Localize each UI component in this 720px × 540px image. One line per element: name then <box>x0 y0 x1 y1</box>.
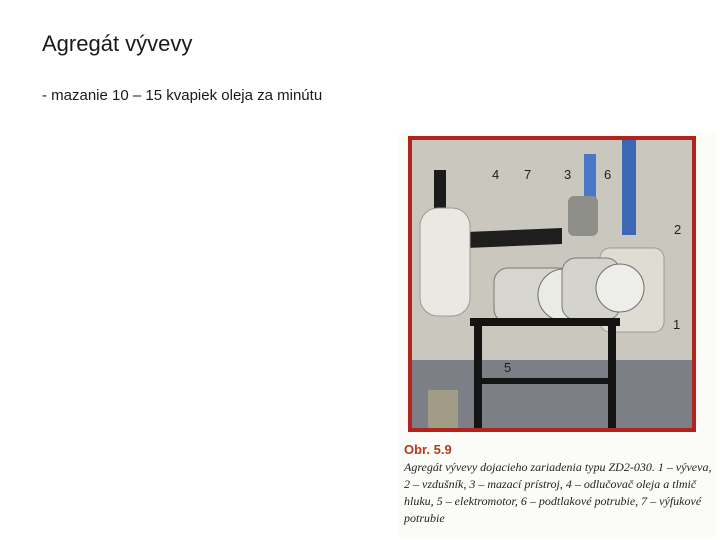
callout-3: 3 <box>564 167 572 182</box>
vacuum-pump-unit-photo <box>412 140 692 428</box>
slide-title: Agregát vývevy <box>42 31 193 56</box>
callout-5: 5 <box>504 360 512 375</box>
figure <box>398 133 716 537</box>
caption-title: Obr. 5.9 <box>404 442 452 457</box>
caption-text: Agregát vývevy dojacieho zariadenia typu ZD2-030. 1 – výveva, 2 – vzdušník, 3 – mazací prístroj, 4 – odlučovač oleja a tlmič hluku, 5 – elektromotor, 6 – podtlakové potrubie, 7 – výfukové potrubie <box>404 460 712 525</box>
callout-7: 7 <box>524 167 532 182</box>
photo-frame <box>408 136 696 432</box>
bullet-text: - mazanie 10 – 15 kvapiek oleja za minútu <box>42 87 323 104</box>
callout-2: 2 <box>674 222 682 237</box>
callout-4: 4 <box>492 167 500 182</box>
callout-1: 1 <box>673 317 681 332</box>
callout-6: 6 <box>604 167 612 182</box>
